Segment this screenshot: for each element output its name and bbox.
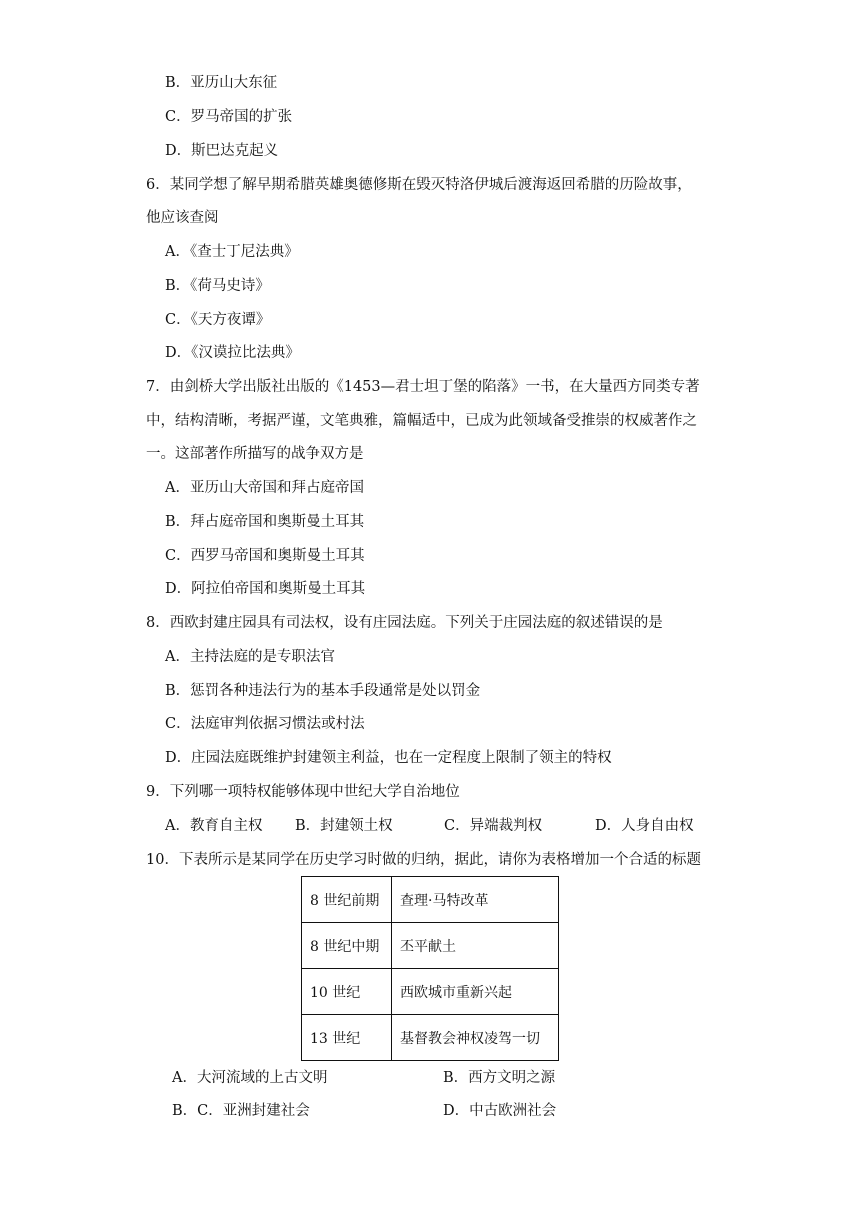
table-cell-period: 8 世纪前期: [302, 877, 392, 923]
q5-option-d: D．斯巴达克起义: [165, 143, 279, 159]
table-cell-event: 基督教会神权凌驾一切: [392, 1015, 559, 1061]
q6-option-c: C．《天方夜谭》: [165, 312, 271, 328]
table-row: [302, 1015, 559, 1061]
q6-stem-line1: 6．某同学想了解早期希腊英雄奥德修斯在毁灭特洛伊城后渡海返回希腊的历险故事，: [146, 177, 692, 193]
table-row: [302, 877, 559, 923]
table-row: [302, 923, 559, 969]
q7-stem-line3: 一。这部著作所描写的战争双方是: [146, 446, 364, 462]
q7-option-b: B．拜占庭帝国和奥斯曼土耳其: [165, 514, 365, 530]
q10-stem: 10．下表所示是某同学在历史学习时做的归纳，据此，请你为表格增加一个合适的标题: [146, 852, 701, 868]
table-cell-period: 10 世纪: [302, 969, 392, 1015]
q7-stem-line1: 7．由剑桥大学出版社出版的《1453—君士坦丁堡的陷落》一书，在大量西方同类专著: [146, 379, 700, 395]
q8-option-c: C．法庭审判依据习惯法或村法: [165, 716, 365, 732]
q9-option-b: B．封建领土权: [295, 818, 393, 834]
q7-option-a: A．亚历山大帝国和拜占庭帝国: [165, 480, 364, 496]
q8-option-a: A．主持法庭的是专职法官: [165, 649, 335, 665]
q7-option-d: D．阿拉伯帝国和奥斯曼土耳其: [165, 581, 366, 597]
q10-option-c: B．C．亚洲封建社会: [172, 1103, 310, 1119]
q6-option-b: B．《荷马史诗》: [165, 278, 270, 294]
q7-option-c: C．西罗马帝国和奥斯曼土耳其: [165, 548, 365, 564]
q10-option-b: B．西方文明之源: [443, 1070, 556, 1086]
q7-stem-line2: 中，结构清晰，考据严谨，文笔典雅，篇幅适中，已成为此领域备受推崇的权威著作之: [146, 413, 697, 429]
q10-option-a: A．大河流域的上古文明: [172, 1070, 328, 1086]
table-cell-period: 13 世纪: [302, 1015, 392, 1061]
table-cell-period: 8 世纪中期: [302, 923, 392, 969]
q6-option-d: D．《汉谟拉比法典》: [165, 345, 300, 361]
q5-option-c: C．罗马帝国的扩张: [165, 109, 293, 125]
q9-option-a: A．教育自主权: [165, 818, 263, 834]
q6-option-a: A．《查士丁尼法典》: [165, 244, 299, 260]
q9-stem: 9．下列哪一项特权能够体现中世纪大学自治地位: [146, 784, 460, 800]
q9-option-c: C．异端裁判权: [444, 818, 543, 834]
q9-option-d: D．人身自由权: [595, 818, 694, 834]
q8-stem: 8．西欧封建庄园具有司法权，设有庄园法庭。下列关于庄园法庭的叙述错误的是: [146, 615, 663, 631]
q6-stem-line2: 他应该查阅: [146, 210, 219, 226]
table-cell-event: 查理·马特改革: [392, 877, 559, 923]
table-cell-event: 丕平献土: [392, 923, 559, 969]
table-row: [302, 969, 559, 1015]
q5-option-b: B．亚历山大东征: [165, 75, 278, 91]
q10-summary-table: [301, 876, 559, 1061]
q8-option-b: B．惩罚各种违法行为的基本手段通常是处以罚金: [165, 683, 481, 699]
q10-option-d: D．中古欧洲社会: [443, 1103, 557, 1119]
table-cell-event: 西欧城市重新兴起: [392, 969, 559, 1015]
q8-option-d: D．庄园法庭既维护封建领主利益，也在一定程度上限制了领主的特权: [165, 750, 612, 766]
